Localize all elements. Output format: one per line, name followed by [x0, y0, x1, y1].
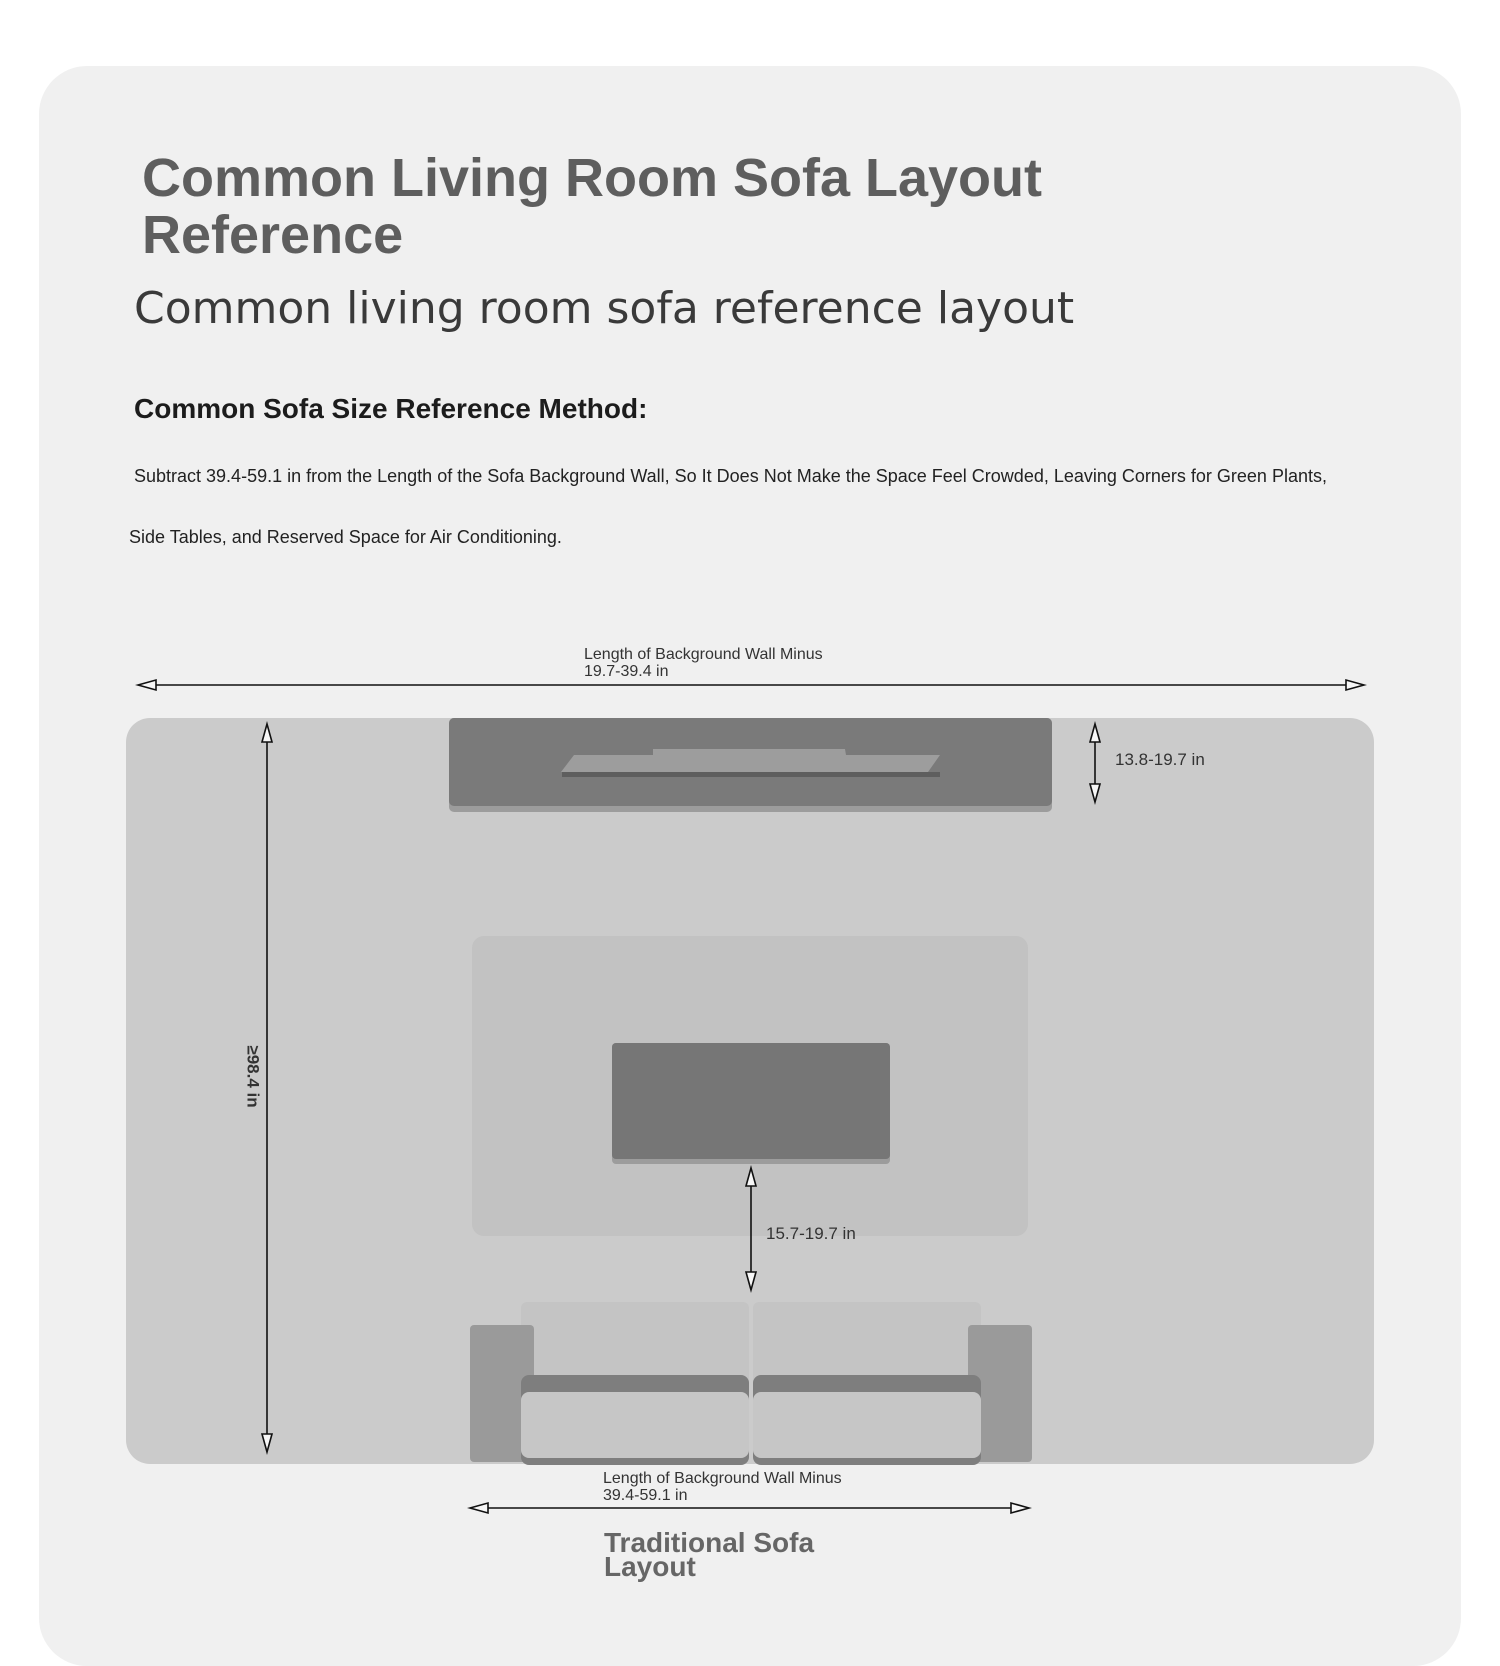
top-dimension-label-line2: 19.7-39.4 in [584, 663, 669, 680]
table-sofa-gap-label: 15.7-19.7 in [766, 1224, 856, 1243]
top-dimension-label [584, 646, 823, 680]
method-text-line-1: Subtract 39.4-59.1 in from the Length of the Sofa Background Wall, So It Does Not Make the Space Feel Crowded, Leaving Corners for Green Plants, [134, 466, 1327, 486]
top-dimension-arrow [138, 680, 1364, 690]
bottom-dimension-label-line1: Length of Background Wall Minus [603, 1470, 842, 1487]
sofa-cushion-right [753, 1392, 981, 1458]
layout-caption: Traditional Sofa Layout [604, 1527, 815, 1582]
method-text-line-2: Side Tables, and Reserved Space for Air Conditioning. [129, 527, 562, 547]
coffee-table [612, 1043, 890, 1164]
top-dimension-label-line1: Length of Background Wall Minus [584, 646, 823, 663]
bottom-dimension-label-line2: 39.4-59.1 in [603, 1487, 688, 1504]
page-title: Common Living Room Sofa Layout Reference [142, 148, 1042, 265]
page-subtitle: Common living room sofa reference layout [134, 283, 1075, 334]
method-heading: Common Sofa Size Reference Method: [134, 393, 648, 424]
tv-depth-label: 13.8-19.7 in [1115, 750, 1205, 769]
bottom-dimension-arrow [470, 1503, 1029, 1513]
sofa [470, 1302, 1032, 1465]
room-depth-arrow [262, 724, 272, 1452]
tv-depth-arrow [1090, 724, 1100, 802]
sofa-cushion-left [521, 1392, 749, 1458]
tv-cabinet [449, 718, 1052, 812]
bottom-dimension-label [603, 1470, 842, 1504]
room-depth-label: ≥98.4 in [243, 1045, 263, 1108]
